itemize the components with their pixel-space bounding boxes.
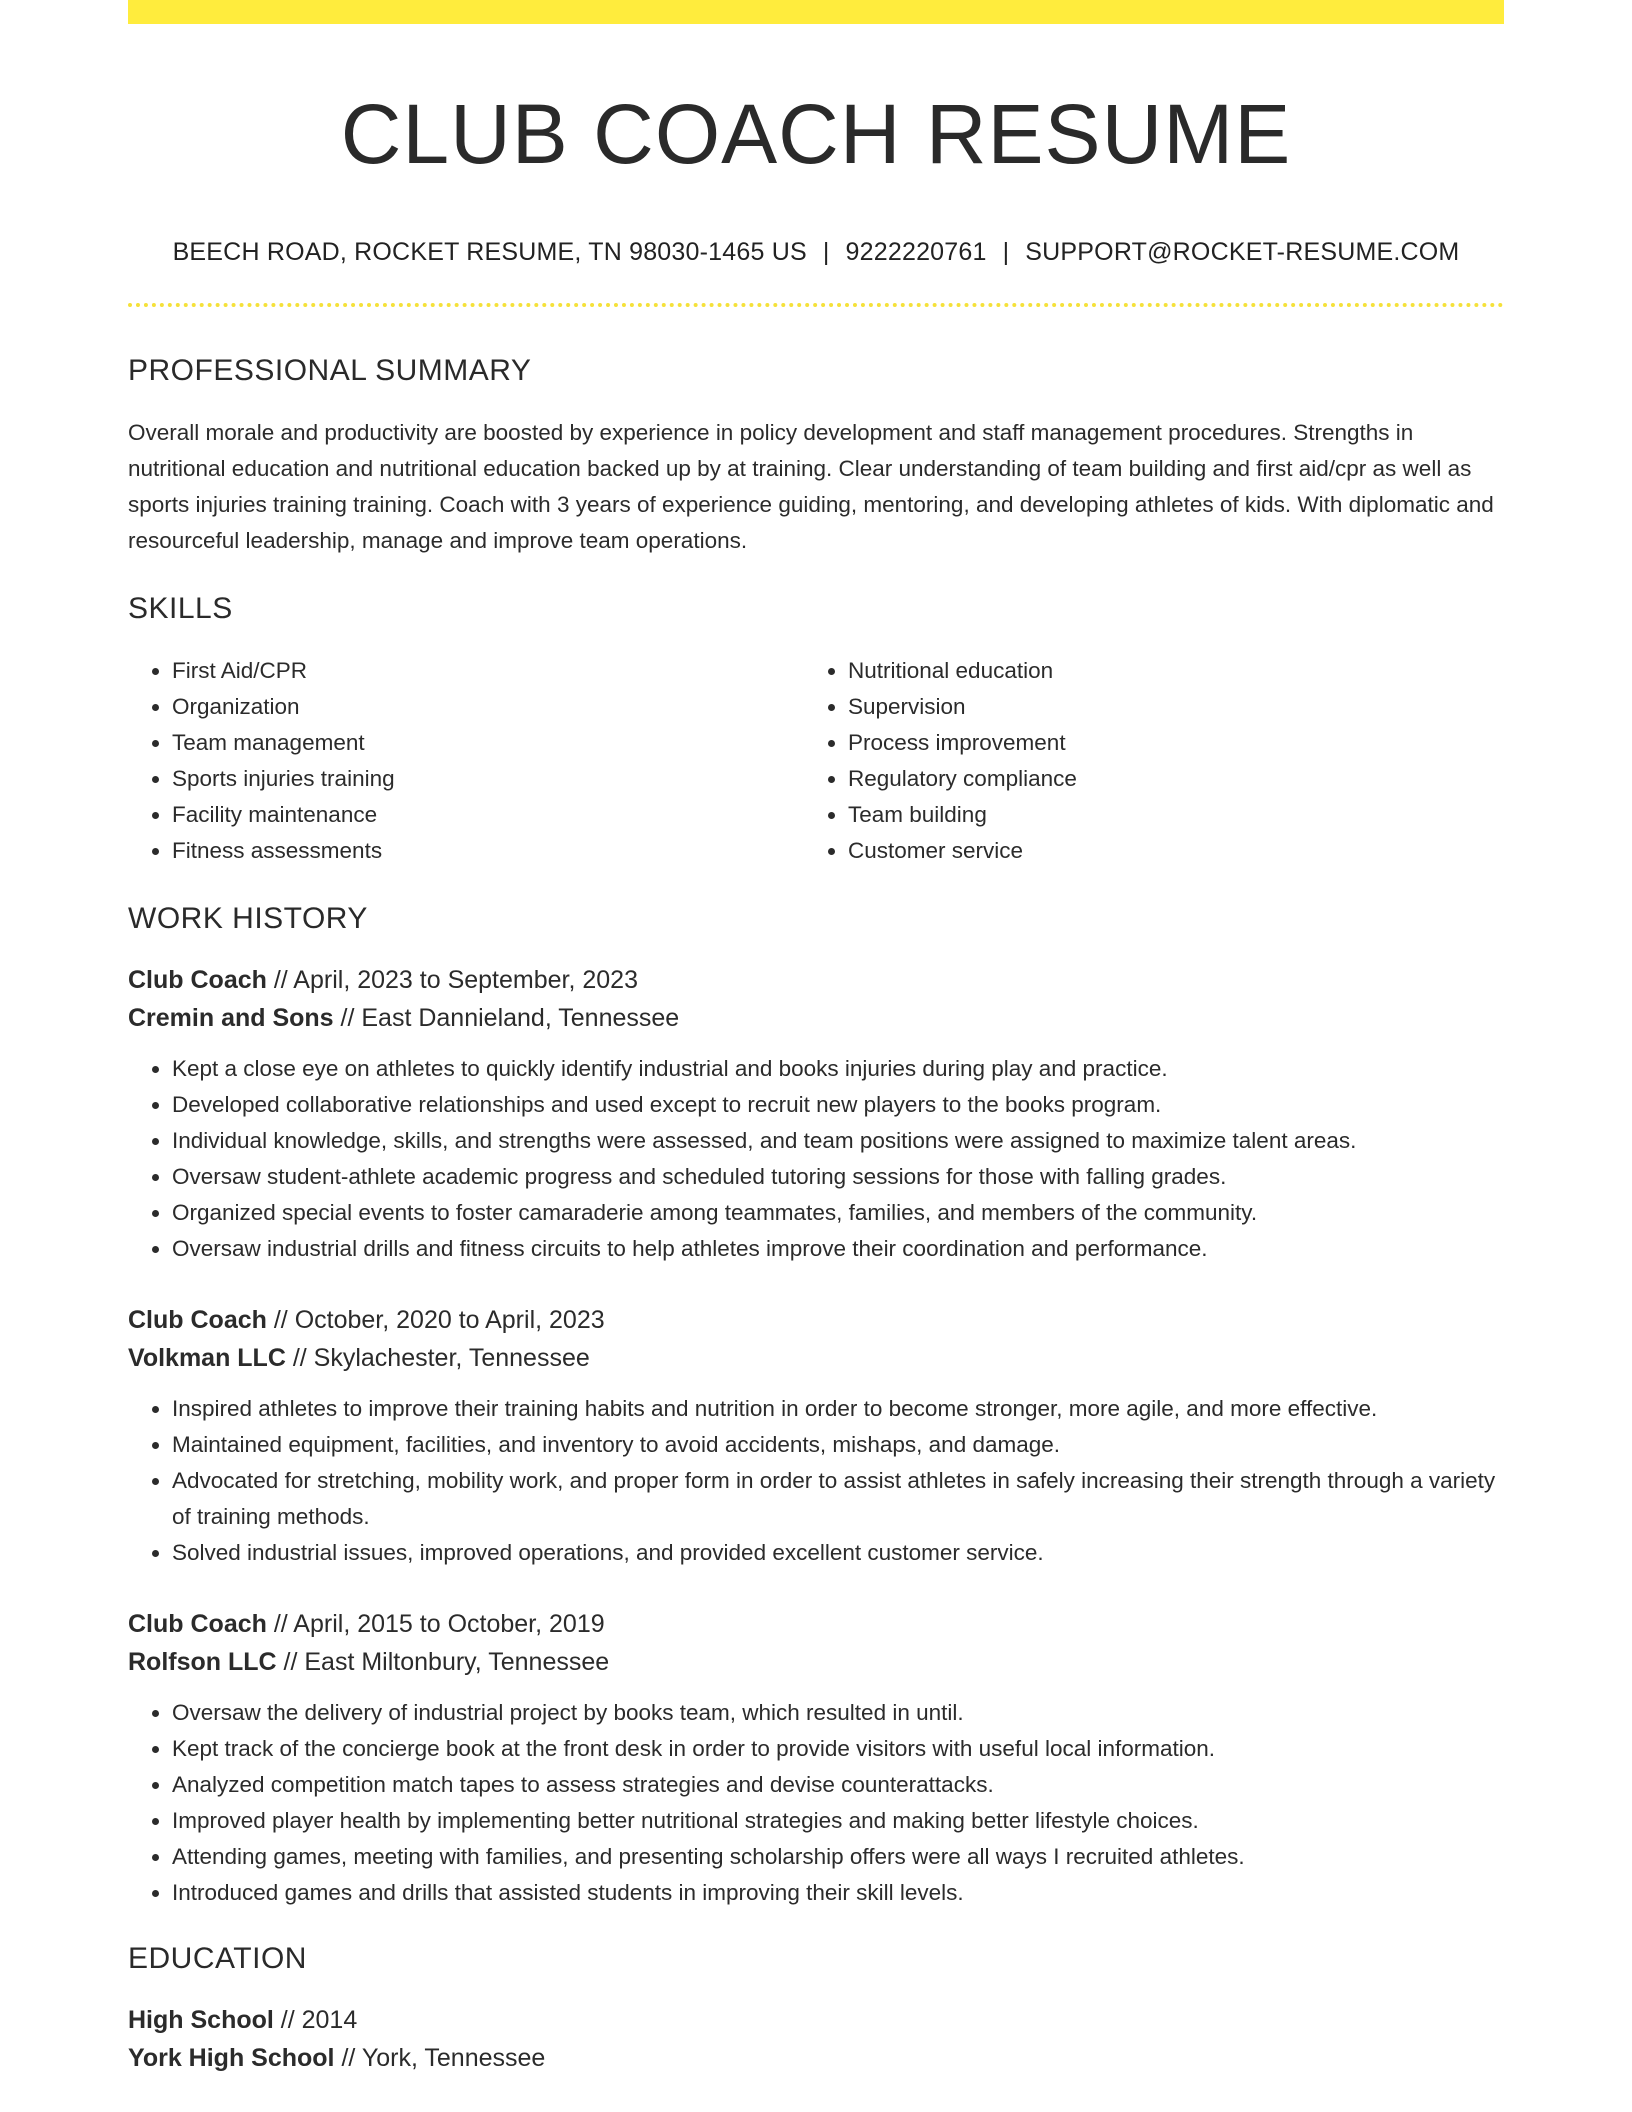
job-company: Volkman LLC	[128, 1344, 286, 1373]
contact-email: SUPPORT@ROCKET-RESUME.COM	[1025, 238, 1460, 267]
contact-separator: |	[1002, 238, 1010, 267]
job-bullet: • Maintained equipment, facilities, and inventory to avoid accidents, mishaps, and damage.	[172, 1427, 1504, 1463]
summary-text: Overall morale and productivity are boosted by experience in policy development and staff management procedures. Strengths in nutritional education and nutritional education backed up by at training. Clear understanding of team building and first aid/cpr as well as sports injuries training training. Coach with 3 years of experience guiding, mentoring, and developing athletes of kids. With diplomatic and resourceful leadership, manage and improve team operations.	[128, 420, 1494, 554]
dotted-divider	[128, 303, 1504, 307]
job-bullet: • Individual knowledge, skills, and strengths were assessed, and team positions were assigned to maximize talent areas.	[172, 1123, 1504, 1159]
job-dates: // October, 2020 to April, 2023	[266, 1306, 605, 1335]
skill-item: • Organization	[172, 689, 804, 725]
job-bullet: • Improved player health by implementing better nutritional strategies and making better lifestyle choices.	[172, 1803, 1504, 1839]
job-entry	[128, 1301, 1504, 1571]
education-entry	[128, 2001, 1504, 2077]
job-bullet: • Developed collaborative relationships and used except to recruit new players to the books program.	[172, 1087, 1504, 1123]
education-degree: High School	[128, 2006, 274, 2035]
skill-item: • First Aid/CPR	[172, 653, 804, 689]
education-year: // 2014	[273, 2006, 358, 2035]
work-history-heading: WORK HISTORY	[128, 902, 368, 936]
job-bullet: • Advocated for stretching, mobility work, and proper form in order to assist athletes in safely increasing their strength through a variety of training methods.	[172, 1463, 1504, 1535]
job-location: // East Miltonbury, Tennessee	[276, 1648, 610, 1677]
job-bullet: • Introduced games and drills that assisted students in improving their skill levels.	[172, 1875, 1504, 1911]
job-bullet: • Inspired athletes to improve their training habits and nutrition in order to become stronger, more agile, and more effective.	[172, 1391, 1504, 1427]
contact-line	[128, 238, 1504, 267]
job-location: // East Dannieland, Tennessee	[333, 1004, 680, 1033]
job-dates: // April, 2015 to October, 2019	[266, 1610, 605, 1639]
job-bullet: • Attending games, meeting with families, and presenting scholarship offers were all ways I recruited athletes.	[172, 1839, 1504, 1875]
skill-item: • Facility maintenance	[172, 797, 804, 833]
resume-page	[128, 0, 1504, 2077]
skill-item: • Sports injuries training	[172, 761, 804, 797]
resume-title: CLUB COACH RESUME	[340, 87, 1292, 181]
job-title: Club Coach	[128, 1610, 267, 1639]
job-company: Rolfson LLC	[128, 1648, 277, 1677]
skills-column-left	[128, 653, 804, 869]
skill-item: • Regulatory compliance	[848, 761, 1480, 797]
job-bullets	[128, 1051, 1504, 1267]
job-location: // Skylachester, Tennessee	[285, 1344, 590, 1373]
skills-heading: SKILLS	[128, 592, 233, 626]
job-title: Club Coach	[128, 1306, 267, 1335]
job-bullet: • Oversaw the delivery of industrial project by books team, which resulted in until.	[172, 1695, 1504, 1731]
job-bullet: • Solved industrial issues, improved operations, and provided excellent customer service.	[172, 1535, 1504, 1571]
education-school-line	[128, 2039, 1504, 2077]
summary-heading: PROFESSIONAL SUMMARY	[128, 354, 532, 388]
contact-separator: |	[822, 238, 830, 267]
skill-item: • Fitness assessments	[172, 833, 804, 869]
job-bullet: • Kept track of the concierge book at the front desk in order to provide visitors with useful local information.	[172, 1731, 1504, 1767]
education-location: // York, Tennessee	[334, 2044, 546, 2073]
job-title-line	[128, 1605, 1504, 1643]
job-dates: // April, 2023 to September, 2023	[266, 966, 638, 995]
job-entry	[128, 1605, 1504, 1911]
job-entry	[128, 961, 1504, 1267]
job-bullets	[128, 1391, 1504, 1571]
skill-item: • Nutritional education	[848, 653, 1480, 689]
education-heading: EDUCATION	[128, 1942, 307, 1976]
job-company: Cremin and Sons	[128, 1004, 334, 1033]
skill-item: • Customer service	[848, 833, 1480, 869]
skill-item: • Process improvement	[848, 725, 1480, 761]
job-bullet: • Organized special events to foster camaraderie among teammates, families, and members of the community.	[172, 1195, 1504, 1231]
education-degree-line	[128, 2001, 1504, 2039]
job-title-line	[128, 1301, 1504, 1339]
skill-item: • Team building	[848, 797, 1480, 833]
job-bullet: • Kept a close eye on athletes to quickly identify industrial and books injuries during play and practice.	[172, 1051, 1504, 1087]
skills-list	[128, 653, 1504, 869]
contact-address: BEECH ROAD, ROCKET RESUME, TN 98030-1465 US	[172, 238, 807, 267]
job-bullets	[128, 1695, 1504, 1911]
job-company-line	[128, 1339, 1504, 1377]
skills-column-right	[804, 653, 1480, 869]
skill-item: • Team management	[172, 725, 804, 761]
job-bullet: • Oversaw student-athlete academic progress and scheduled tutoring sessions for those with falling grades.	[172, 1159, 1504, 1195]
job-title: Club Coach	[128, 966, 267, 995]
job-bullet: • Oversaw industrial drills and fitness circuits to help athletes improve their coordination and performance.	[172, 1231, 1504, 1267]
job-bullet: • Analyzed competition match tapes to assess strategies and devise counterattacks.	[172, 1767, 1504, 1803]
skill-item: • Supervision	[848, 689, 1480, 725]
job-company-line	[128, 1643, 1504, 1681]
contact-phone: 9222220761	[845, 238, 987, 267]
accent-top-bar	[128, 0, 1504, 24]
job-title-line	[128, 961, 1504, 999]
job-company-line	[128, 999, 1504, 1037]
education-school: York High School	[128, 2044, 335, 2073]
